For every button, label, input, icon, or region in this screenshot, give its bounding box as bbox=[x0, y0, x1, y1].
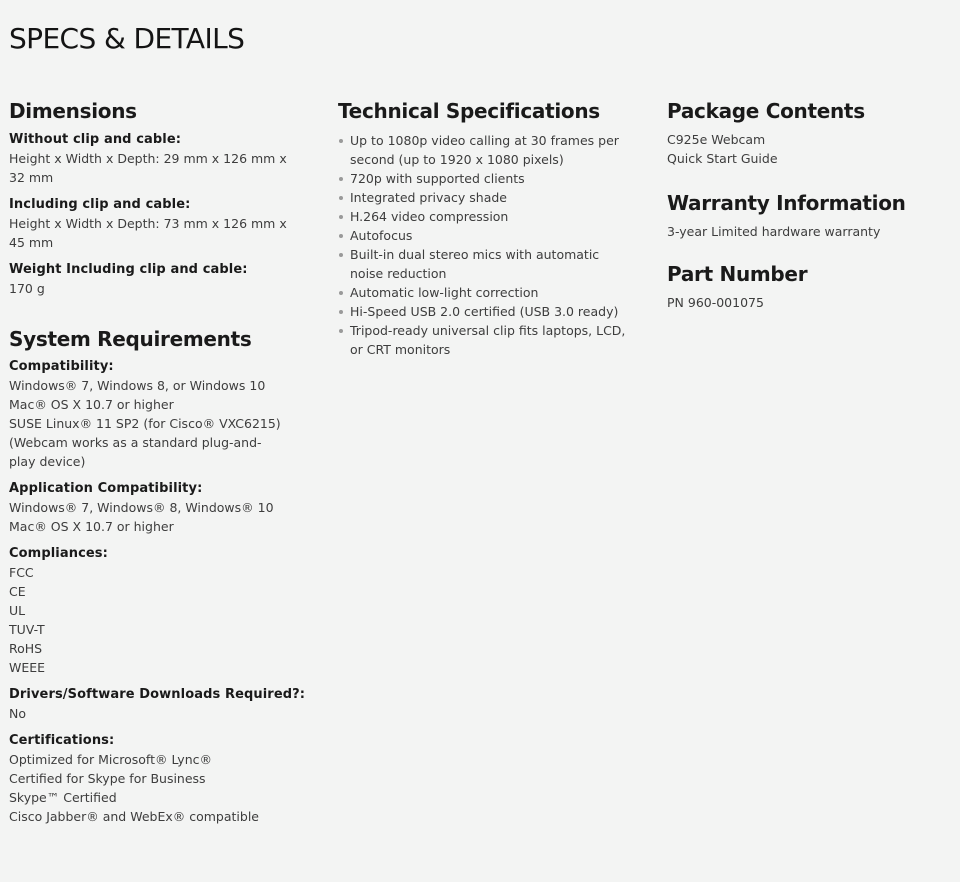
list-item bbox=[338, 226, 628, 245]
warranty-value: 3-year Limited hardware warranty bbox=[667, 224, 881, 239]
list-item-text: H.264 video compression bbox=[350, 209, 509, 224]
spec-value: Windows® 7, Windows 8, or Windows 10 Mac® OS X 10.7 or higher SUSE Linux® 11 SP2 (for Cisco® VXC6215) (Webcam works as a standard plug-and- play device) bbox=[9, 378, 281, 469]
list-item bbox=[338, 302, 628, 321]
dimensions-heading: Dimensions bbox=[9, 99, 137, 123]
warranty-section bbox=[667, 190, 957, 241]
bullet-icon bbox=[339, 177, 343, 181]
middle-column bbox=[338, 98, 628, 359]
package-contents-section bbox=[667, 98, 957, 168]
package-contents-value: C925e Webcam Quick Start Guide bbox=[667, 132, 778, 166]
spec-label: Without clip and cable: bbox=[9, 132, 182, 147]
system-requirements-section bbox=[9, 326, 309, 826]
spec-label: Compliances: bbox=[9, 546, 108, 561]
spec-value: No bbox=[9, 706, 26, 721]
spec-label: Including clip and cable: bbox=[9, 197, 191, 212]
bullet-icon bbox=[339, 253, 343, 257]
part-number-section bbox=[667, 261, 957, 312]
list-item-text: 720p with supported clients bbox=[350, 171, 525, 186]
list-item-text: Up to 1080p video calling at 30 frames per second (up to 1920 x 1080 pixels) bbox=[350, 133, 619, 167]
bullet-icon bbox=[339, 291, 343, 295]
spec-value: FCC CE UL TUV-T RoHS WEEE bbox=[9, 565, 46, 675]
spec-group bbox=[9, 195, 309, 252]
list-item bbox=[338, 283, 628, 302]
list-item-text: Hi-Speed USB 2.0 certified (USB 3.0 ready) bbox=[350, 304, 619, 319]
part-number-value: PN 960-001075 bbox=[667, 295, 764, 310]
spec-label: Weight Including clip and cable: bbox=[9, 262, 248, 277]
spec-group bbox=[9, 731, 309, 826]
list-item bbox=[338, 321, 628, 359]
dimensions-section bbox=[9, 98, 309, 298]
bullet-icon bbox=[339, 139, 343, 143]
spec-value: Optimized for Microsoft® Lync® Certified for Skype for Business Skype™ Certified Cisco Jabber® and WebEx® compatible bbox=[9, 752, 259, 824]
list-item-text: Built-in dual stereo mics with automatic noise reduction bbox=[350, 247, 600, 281]
spec-value: Windows® 7, Windows® 8, Windows® 10 Mac® OS X 10.7 or higher bbox=[9, 500, 274, 534]
left-column bbox=[9, 98, 309, 826]
bullet-icon bbox=[339, 196, 343, 200]
list-item bbox=[338, 169, 628, 188]
technical-specifications-section bbox=[338, 98, 628, 359]
technical-specifications-list bbox=[338, 131, 628, 359]
spec-label: Compatibility: bbox=[9, 359, 114, 374]
bullet-icon bbox=[339, 234, 343, 238]
spec-group bbox=[9, 685, 309, 723]
spec-group bbox=[9, 479, 309, 536]
page-title: SPECS & DETAILS bbox=[9, 22, 245, 55]
spec-value: 170 g bbox=[9, 281, 45, 296]
spec-label: Certifications: bbox=[9, 733, 115, 748]
spec-group bbox=[9, 544, 309, 677]
spec-label: Application Compatibility: bbox=[9, 481, 203, 496]
right-column bbox=[667, 98, 957, 312]
bullet-icon bbox=[339, 310, 343, 314]
technical-specifications-heading: Technical Specifications bbox=[338, 99, 600, 123]
list-item-text: Integrated privacy shade bbox=[350, 190, 508, 205]
list-item-text: Automatic low-light correction bbox=[350, 285, 539, 300]
part-number-heading: Part Number bbox=[667, 262, 808, 286]
spec-group bbox=[9, 357, 309, 471]
list-item-text: Autofocus bbox=[350, 228, 413, 243]
bullet-icon bbox=[339, 329, 343, 333]
list-item bbox=[338, 188, 628, 207]
list-item bbox=[338, 207, 628, 226]
spec-value: Height x Width x Depth: 29 mm x 126 mm x 32 mm bbox=[9, 151, 287, 185]
list-item-text: Tripod-ready universal clip fits laptops, LCD, or CRT monitors bbox=[350, 323, 626, 357]
spec-group bbox=[9, 260, 309, 298]
package-contents-heading: Package Contents bbox=[667, 99, 865, 123]
warranty-heading: Warranty Information bbox=[667, 191, 906, 215]
list-item bbox=[338, 131, 628, 169]
list-item bbox=[338, 245, 628, 283]
system-requirements-heading: System Requirements bbox=[9, 327, 252, 351]
spec-label: Drivers/Software Downloads Required?: bbox=[9, 687, 306, 702]
spec-group bbox=[9, 130, 309, 187]
bullet-icon bbox=[339, 215, 343, 219]
spec-value: Height x Width x Depth: 73 mm x 126 mm x 45 mm bbox=[9, 216, 287, 250]
